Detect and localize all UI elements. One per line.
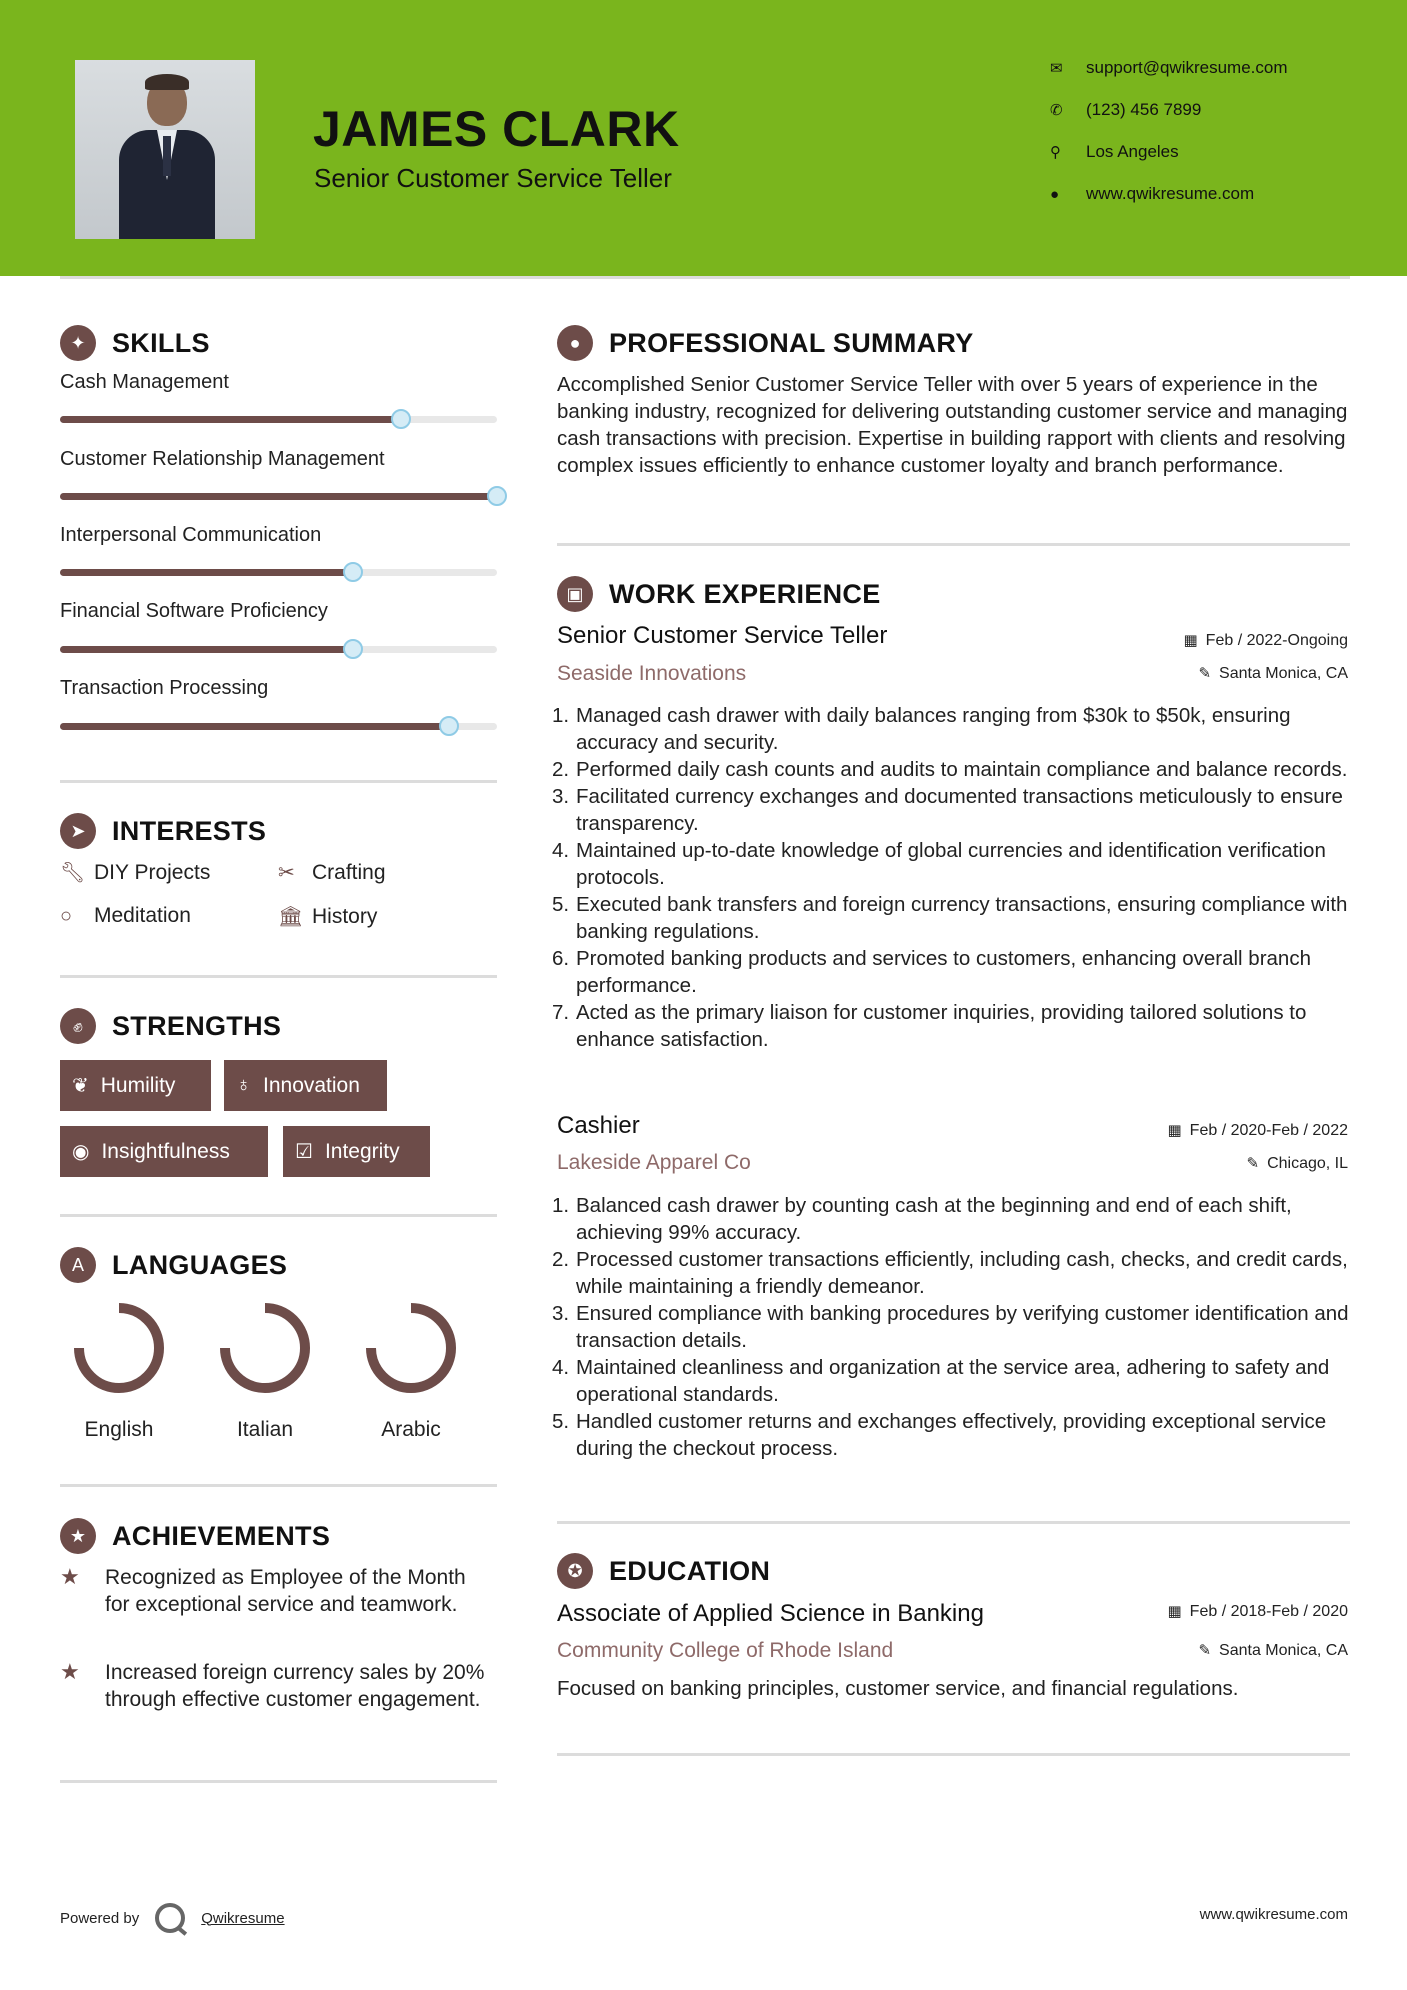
- calendar-icon: ▦: [1167, 1122, 1182, 1139]
- job-company: Seaside Innovations: [557, 662, 747, 685]
- interest-item: 🏛︎ History: [278, 904, 378, 928]
- strength-badge: ♁ Innovation: [224, 1060, 387, 1111]
- list-item: 3. Facilitated currency exchanges and documented transactions meticulously to ensure transparency.: [552, 785, 1343, 835]
- skill-label: Transaction Processing: [60, 677, 269, 699]
- skill-fill: [60, 723, 449, 730]
- profile-photo: [75, 60, 255, 239]
- skills-heading: ✦ SKILLS: [60, 325, 210, 361]
- job-duties-list: [552, 702, 1352, 1053]
- list-item: 4. Maintained up-to-date knowledge of global currencies and identification verification protocols.: [552, 839, 1326, 889]
- footer-website-link[interactable]: www.qwikresume.com: [1199, 1906, 1348, 1923]
- pin-icon: ✎: [1198, 1642, 1212, 1659]
- languages-heading: A LANGUAGES: [60, 1247, 287, 1283]
- interest-item: 🔧︎ DIY Projects: [60, 860, 211, 884]
- education-description: Focused on banking principles, customer service, and financial regulations.: [557, 1677, 1239, 1700]
- star-icon: ★: [60, 1518, 96, 1554]
- list-item: 7. Acted as the primary liaison for customer inquiries, providing tailored solutions to enhance satisfaction.: [552, 1001, 1307, 1051]
- job-location: ✎ Santa Monica, CA: [1198, 665, 1348, 682]
- footer-powered-by: Powered by Qwikresume: [60, 1903, 285, 1933]
- job-duties-list: [552, 1192, 1352, 1462]
- skill-bar: [60, 416, 497, 423]
- strength-badge: ☑ Integrity: [283, 1126, 430, 1177]
- skill-fill: [60, 493, 497, 500]
- skill-bar: [60, 569, 497, 576]
- eye-icon: ◉: [72, 1141, 90, 1163]
- list-item: 1. Balanced cash drawer by counting cash at the beginning and end of each shift, achieving 99% accuracy.: [552, 1194, 1292, 1244]
- language-label: Italian: [236, 1418, 294, 1441]
- section-divider: [557, 1521, 1350, 1524]
- lightbulb-icon: ✦: [60, 325, 96, 361]
- language-icon: A: [60, 1247, 96, 1283]
- skill-fill: [60, 416, 401, 423]
- section-divider: [60, 780, 497, 783]
- section-divider: [557, 1753, 1350, 1756]
- star-icon: ★: [60, 1659, 80, 1684]
- education-location: ✎ Santa Monica, CA: [1198, 1642, 1348, 1659]
- skill-bar: [60, 646, 497, 653]
- pin-icon: ✎: [1198, 665, 1212, 682]
- language-ring: [217, 1300, 313, 1396]
- list-item: 4. Maintained cleanliness and organization at the service area, adhering to safety and operational standards.: [552, 1356, 1330, 1406]
- contact-website[interactable]: ● www.qwikresume.com: [1050, 184, 1255, 203]
- skill-knob: [391, 409, 411, 429]
- star-icon: ★: [60, 1564, 80, 1589]
- job-company: Lakeside Apparel Co: [557, 1151, 751, 1174]
- check-square-icon: ☑: [295, 1141, 313, 1163]
- contact-location: ⚲ Los Angeles: [1050, 142, 1179, 161]
- lightbulb-icon: ♁: [236, 1074, 251, 1096]
- interest-item: ○ Meditation: [60, 904, 191, 927]
- education-heading: ✪ EDUCATION: [557, 1553, 770, 1589]
- list-item: 5. Executed bank transfers and foreign currency transactions, ensuring compliance with banking regulations.: [552, 893, 1348, 943]
- language-label: English: [84, 1418, 154, 1441]
- job-location: ✎ Chicago, IL: [1246, 1155, 1348, 1172]
- calendar-icon: ▦: [1183, 632, 1198, 649]
- summary-text: Accomplished Senior Customer Service Teller with over 5 years of experience in the banking industry, recognized for delivering outstanding customer service and managing cash transactions with precision. Expertise in building rapport with clients and resolving complex issues efficiently to enhance customer loyalty and branch performance.: [557, 373, 1348, 477]
- section-divider: [557, 543, 1350, 546]
- skill-fill: [60, 646, 353, 653]
- job-title: Cashier: [557, 1112, 640, 1139]
- header-divider: [60, 276, 1350, 279]
- section-divider: [60, 1214, 497, 1217]
- skill-label: Customer Relationship Management: [60, 448, 385, 470]
- skill-fill: [60, 569, 353, 576]
- language-label: Arabic: [381, 1418, 441, 1441]
- pin-icon: ✎: [1246, 1155, 1260, 1172]
- contact-phone[interactable]: ✆ (123) 456 7899: [1050, 100, 1202, 119]
- graduation-icon: ✪: [557, 1553, 593, 1589]
- achievement-item: ★ Recognized as Employee of the Month for exceptional service and teamwork.: [60, 1564, 466, 1616]
- list-item: 5. Handled customer returns and exchanges effectively, providing exceptional service during the checkout process.: [552, 1410, 1327, 1460]
- strength-badge: ◉ Insightfulness: [60, 1126, 268, 1177]
- qwikresume-logo-icon: [155, 1903, 185, 1933]
- calendar-icon: ▦: [1167, 1603, 1182, 1620]
- envelope-icon: ✉: [1050, 60, 1063, 77]
- experience-heading: ▣ WORK EXPERIENCE: [557, 576, 881, 612]
- skill-label: Interpersonal Communication: [60, 524, 322, 546]
- degree-title: Associate of Applied Science in Banking: [557, 1600, 984, 1627]
- fist-icon: ✊︎: [60, 1008, 96, 1044]
- globe-icon: ●: [1050, 185, 1060, 203]
- skill-bar: [60, 493, 497, 500]
- skill-bar: [60, 723, 497, 730]
- language-item: [59, 1300, 179, 1442]
- list-item: 3. Ensured compliance with banking procedures by verifying customer identification and transaction details.: [552, 1302, 1349, 1352]
- school-name: Community College of Rhode Island: [557, 1639, 894, 1662]
- achievement-item: ★ Increased foreign currency sales by 20% through effective customer engagement.: [60, 1659, 485, 1711]
- scissors-icon: ✂: [278, 862, 295, 884]
- language-item: [205, 1300, 325, 1442]
- skill-label: Cash Management: [60, 371, 229, 393]
- section-divider: [60, 975, 497, 978]
- list-item: 2. Processed customer transactions efficiently, including cash, checks, and credit cards, while maintaining a friendly demeanor.: [552, 1248, 1348, 1298]
- candidate-name: JAMES CLARK: [313, 101, 680, 157]
- list-item: 6. Promoted banking products and services to customers, enhancing overall branch performance.: [552, 947, 1311, 997]
- summary-heading: ● PROFESSIONAL SUMMARY: [557, 325, 974, 361]
- institution-icon: 🏛︎: [278, 906, 304, 928]
- contact-email[interactable]: ✉ support@qwikresume.com: [1050, 58, 1288, 77]
- brand-link[interactable]: Qwikresume: [201, 1909, 285, 1927]
- interest-item: ✂ Crafting: [278, 860, 386, 884]
- skill-knob: [487, 486, 507, 506]
- candidate-title: Senior Customer Service Teller: [314, 163, 672, 193]
- education-dates: ▦ Feb / 2018-Feb / 2020: [1167, 1603, 1348, 1620]
- strength-badge: ❦ Humility: [60, 1060, 211, 1111]
- language-ring: [71, 1300, 167, 1396]
- list-item: 2. Performed daily cash counts and audits to maintain compliance and balance records.: [552, 758, 1348, 781]
- job-dates: ▦ Feb / 2022-Ongoing: [1183, 632, 1348, 649]
- paper-plane-icon: ➤: [60, 813, 96, 849]
- briefcase-icon: ▣: [557, 576, 593, 612]
- leaf-icon: ❦: [72, 1075, 89, 1097]
- user-icon: ●: [557, 325, 593, 361]
- skill-knob: [439, 716, 459, 736]
- map-marker-icon: ⚲: [1050, 144, 1061, 161]
- interests-heading: ➤ INTERESTS: [60, 813, 266, 849]
- section-divider: [60, 1780, 497, 1783]
- section-divider: [60, 1484, 497, 1487]
- skill-knob: [343, 562, 363, 582]
- strengths-heading: ✊︎ STRENGTHS: [60, 1008, 281, 1044]
- list-item: 1. Managed cash drawer with daily balances ranging from $30k to $50k, ensuring accuracy and security.: [552, 704, 1291, 754]
- achievements-heading: ★ ACHIEVEMENTS: [60, 1518, 330, 1554]
- language-ring: [363, 1300, 459, 1396]
- skill-knob: [343, 639, 363, 659]
- phone-icon: ✆: [1050, 102, 1063, 119]
- job-title: Senior Customer Service Teller: [557, 622, 888, 649]
- circle-icon: ○: [60, 904, 73, 927]
- resume-header: [0, 0, 1407, 276]
- wrench-icon: 🔧︎: [60, 862, 86, 884]
- language-item: [351, 1300, 471, 1442]
- job-dates: ▦ Feb / 2020-Feb / 2022: [1167, 1122, 1348, 1139]
- skill-label: Financial Software Proficiency: [60, 600, 328, 622]
